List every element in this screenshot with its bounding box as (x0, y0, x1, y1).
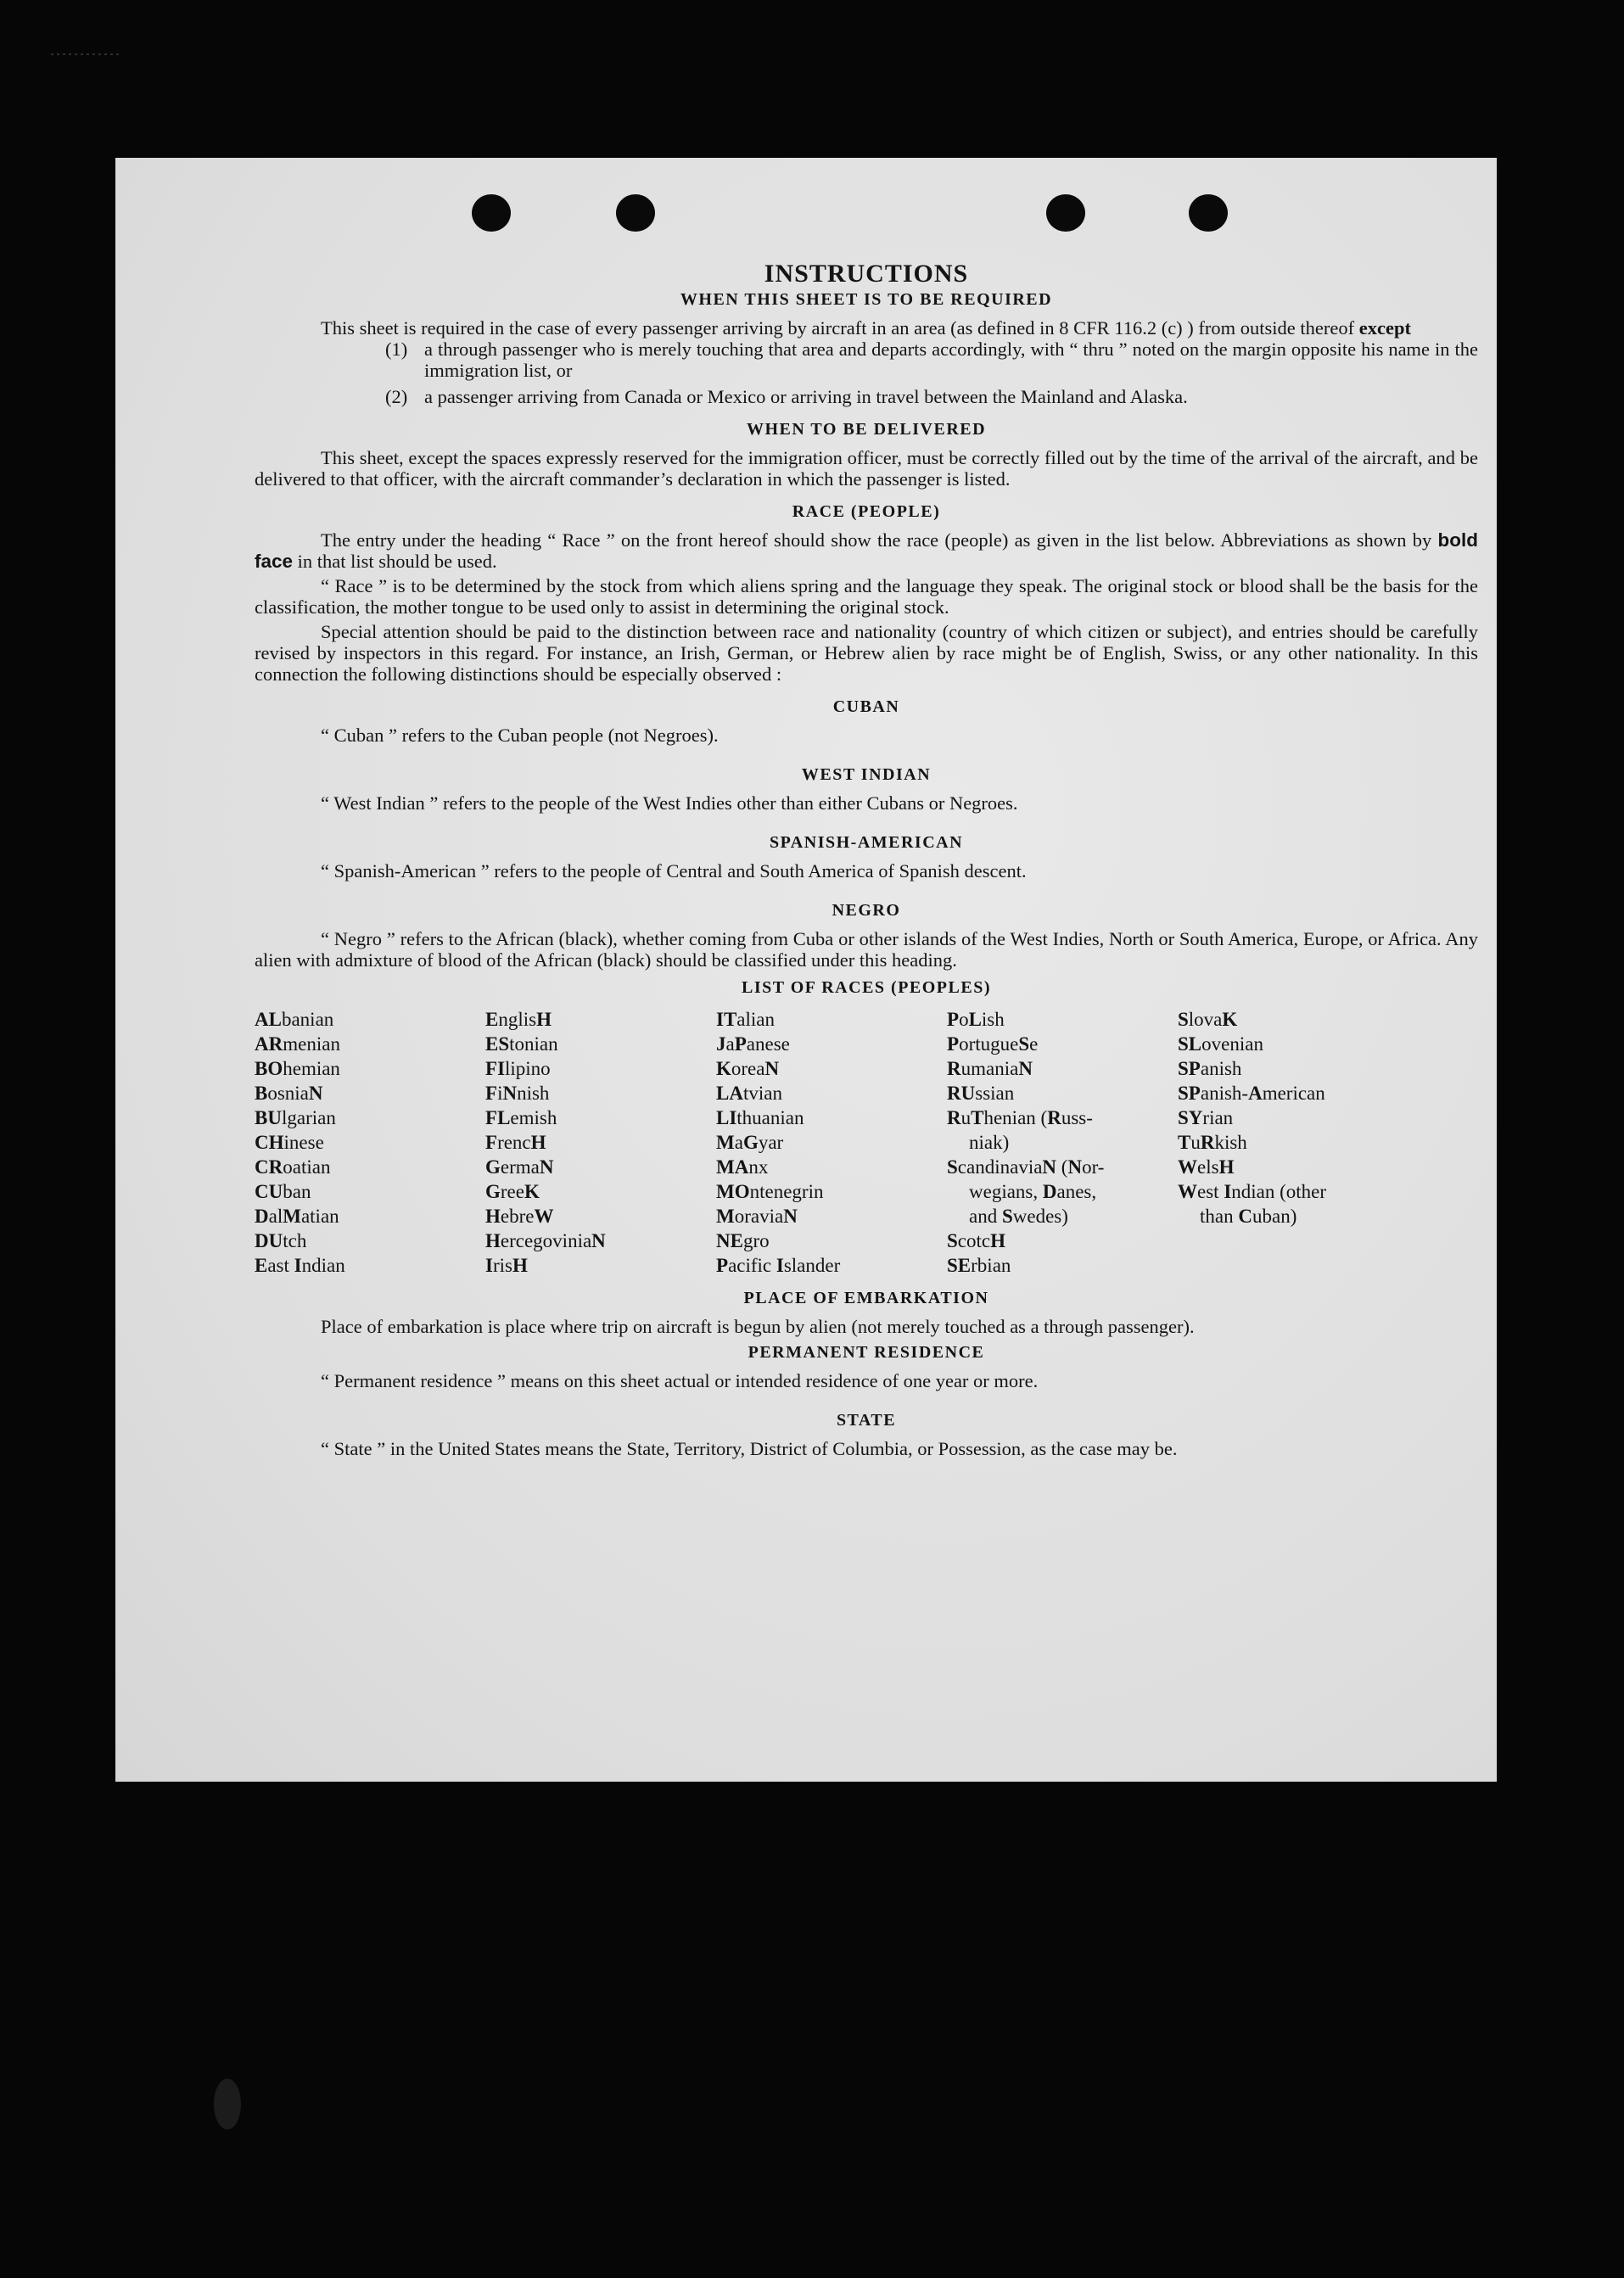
exception-number: (2) (385, 386, 408, 407)
exception-item (385, 339, 1478, 381)
section-heading: STATE (836, 1411, 897, 1430)
race-item: SPanish (1178, 1058, 1242, 1079)
paragraph: Place of embarkation is place where trip on aircraft is begun by alien (not merely touched as a through passenger). (321, 1316, 1195, 1337)
race-item: LAtvian (716, 1083, 782, 1104)
race-column (947, 1007, 1178, 1278)
race-item: SYrian (1178, 1107, 1234, 1128)
paragraph: The entry under the heading “ Race ” on the front hereof should show the race (people) as given in the list below. Abbreviations as shown by bold face in that list should be used. (255, 529, 1478, 572)
race-item: DalMatian (255, 1206, 339, 1227)
paragraph: “ Race ” is to be determined by the stock from which aliens spring and the language they speak. The original stock or blood shall be the basis for the classification, the mother tongue to be used only to assist in determining the original stock. (255, 575, 1478, 618)
race-item: Pacific Islander (716, 1255, 841, 1276)
paragraph: This sheet is required in the case of every passenger arriving by aircraft in an area (as defined in 8 CFR 116.2 (c) ) from outside thereof except (321, 317, 1411, 339)
race-item: NEgro (716, 1230, 770, 1251)
paragraph: “ Cuban ” refers to the Cuban people (not Negroes). (321, 725, 719, 746)
race-item: wegians, Danes, (969, 1181, 1097, 1202)
race-item: SPanish-American (1178, 1083, 1325, 1104)
exception-number: (1) (385, 339, 408, 360)
race-item: ScotcH (947, 1230, 1005, 1251)
race-item: FiNnish (485, 1083, 550, 1104)
race-item: HercegoviniaN (485, 1230, 606, 1251)
race-item: RUssian (947, 1083, 1015, 1104)
race-item: East Indian (255, 1255, 345, 1276)
race-item: EStonian (485, 1033, 558, 1055)
race-item: SlovaK (1178, 1009, 1238, 1030)
punch-hole (1046, 194, 1085, 232)
paragraph: This sheet, except the spaces expressly reserved for the immigration officer, must be correctly filled out by the time of the arrival of the aircraft, and be delivered to that officer, with the aircraft commander’s declaration in which the passenger is listed. (255, 447, 1478, 490)
race-list (255, 1007, 1478, 1278)
race-item: MOntenegrin (716, 1181, 824, 1202)
section-heading: WHEN THIS SHEET IS TO BE REQUIRED (680, 290, 1053, 309)
race-item: MAnx (716, 1156, 769, 1178)
paragraph: “ Spanish-American ” refers to the people of Central and South America of Spanish descent. (321, 860, 1027, 882)
section-heading: RACE (PEOPLE) (792, 502, 941, 521)
instructions-content (255, 260, 1478, 1459)
race-item: ITalian (716, 1009, 775, 1030)
race-item: RumaniaN (947, 1058, 1033, 1079)
section-heading: WHEN TO BE DELIVERED (746, 420, 987, 439)
race-item: PortugueSe (947, 1033, 1039, 1055)
race-item: BosniaN (255, 1083, 323, 1104)
race-column (1178, 1007, 1408, 1278)
race-item: GreeK (485, 1181, 540, 1202)
race-item: ALbanian (255, 1009, 334, 1030)
section-heading: PERMANENT RESIDENCE (748, 1343, 985, 1362)
race-item: PoLish (947, 1009, 1005, 1030)
section-heading: SPANISH-AMERICAN (769, 833, 964, 852)
section-heading: WEST INDIAN (801, 765, 932, 784)
punch-hole (472, 194, 511, 232)
race-item: RuThenian (Russ- (947, 1107, 1093, 1128)
race-item: MaGyar (716, 1132, 784, 1153)
race-column (255, 1007, 485, 1278)
race-item: GermaN (485, 1156, 554, 1178)
race-item: FLemish (485, 1107, 557, 1128)
race-item: HebreW (485, 1206, 554, 1227)
race-item: SErbian (947, 1255, 1011, 1276)
race-item: DUtch (255, 1230, 307, 1251)
race-item: CHinese (255, 1132, 324, 1153)
race-item: SLovenian (1178, 1033, 1263, 1055)
page-title: INSTRUCTIONS (764, 260, 969, 288)
race-item: JaPanese (716, 1033, 790, 1055)
race-item: TuRkish (1178, 1132, 1247, 1153)
race-column (716, 1007, 947, 1278)
race-item: ScandinaviaN (Nor- (947, 1156, 1105, 1178)
section-heading: LIST OF RACES (PEOPLES) (741, 978, 991, 997)
section-heading: CUBAN (832, 697, 900, 716)
race-item: ARmenian (255, 1033, 340, 1055)
race-item: BOhemian (255, 1058, 340, 1079)
paragraph: “ West Indian ” refers to the people of the West Indies other than either Cubans or Negroes. (321, 792, 1018, 814)
race-item: FrencH (485, 1132, 546, 1153)
race-item: IrisH (485, 1255, 528, 1276)
exception-text: a through passenger who is merely touching that area and departs accordingly, with “ thru ” noted on the margin opposite his name in the immigration list, or (424, 339, 1478, 381)
race-item: MoraviaN (716, 1206, 798, 1227)
exception-item (385, 386, 1478, 407)
section-heading: NEGRO (832, 901, 901, 920)
race-item: niak) (969, 1132, 1010, 1153)
paragraph: Special attention should be paid to the distinction between race and nationality (country of which citizen or subject), and entries should be carefully revised by inspectors in this regard. For instance, an Irish, German, or Hebrew alien by race might be of English, Swiss, or any other nationality. In this connection the following distinctions should be especially observed : (255, 621, 1478, 685)
race-item: EnglisH (485, 1009, 552, 1030)
race-item: KoreaN (716, 1058, 780, 1079)
race-column (485, 1007, 716, 1278)
race-item: West Indian (other (1178, 1181, 1327, 1202)
punch-hole (1189, 194, 1228, 232)
race-item: LIthuanian (716, 1107, 804, 1128)
punch-hole (616, 194, 655, 232)
race-item: FIlipino (485, 1058, 551, 1079)
paragraph: “ Negro ” refers to the African (black), whether coming from Cuba or other islands of the West Indies, North or South America, Europe, or Africa. Any alien with admixture of blood of the African (black) should be classified under this heading. (255, 928, 1478, 971)
race-item: than Cuban) (1200, 1206, 1297, 1227)
race-item: BUlgarian (255, 1107, 336, 1128)
race-item: CRoatian (255, 1156, 331, 1178)
paragraph: “ Permanent residence ” means on this sheet actual or intended residence of one year or more. (321, 1370, 1039, 1391)
race-item: WelsH (1178, 1156, 1235, 1178)
paragraph: “ State ” in the United States means the State, Territory, District of Columbia, or Possession, as the case may be. (321, 1438, 1178, 1459)
race-item: CUban (255, 1181, 311, 1202)
exception-text: a passenger arriving from Canada or Mexico or arriving in travel between the Mainland and Alaska. (424, 386, 1188, 407)
race-item: and Swedes) (969, 1206, 1068, 1227)
section-heading: PLACE OF EMBARKATION (743, 1289, 989, 1307)
